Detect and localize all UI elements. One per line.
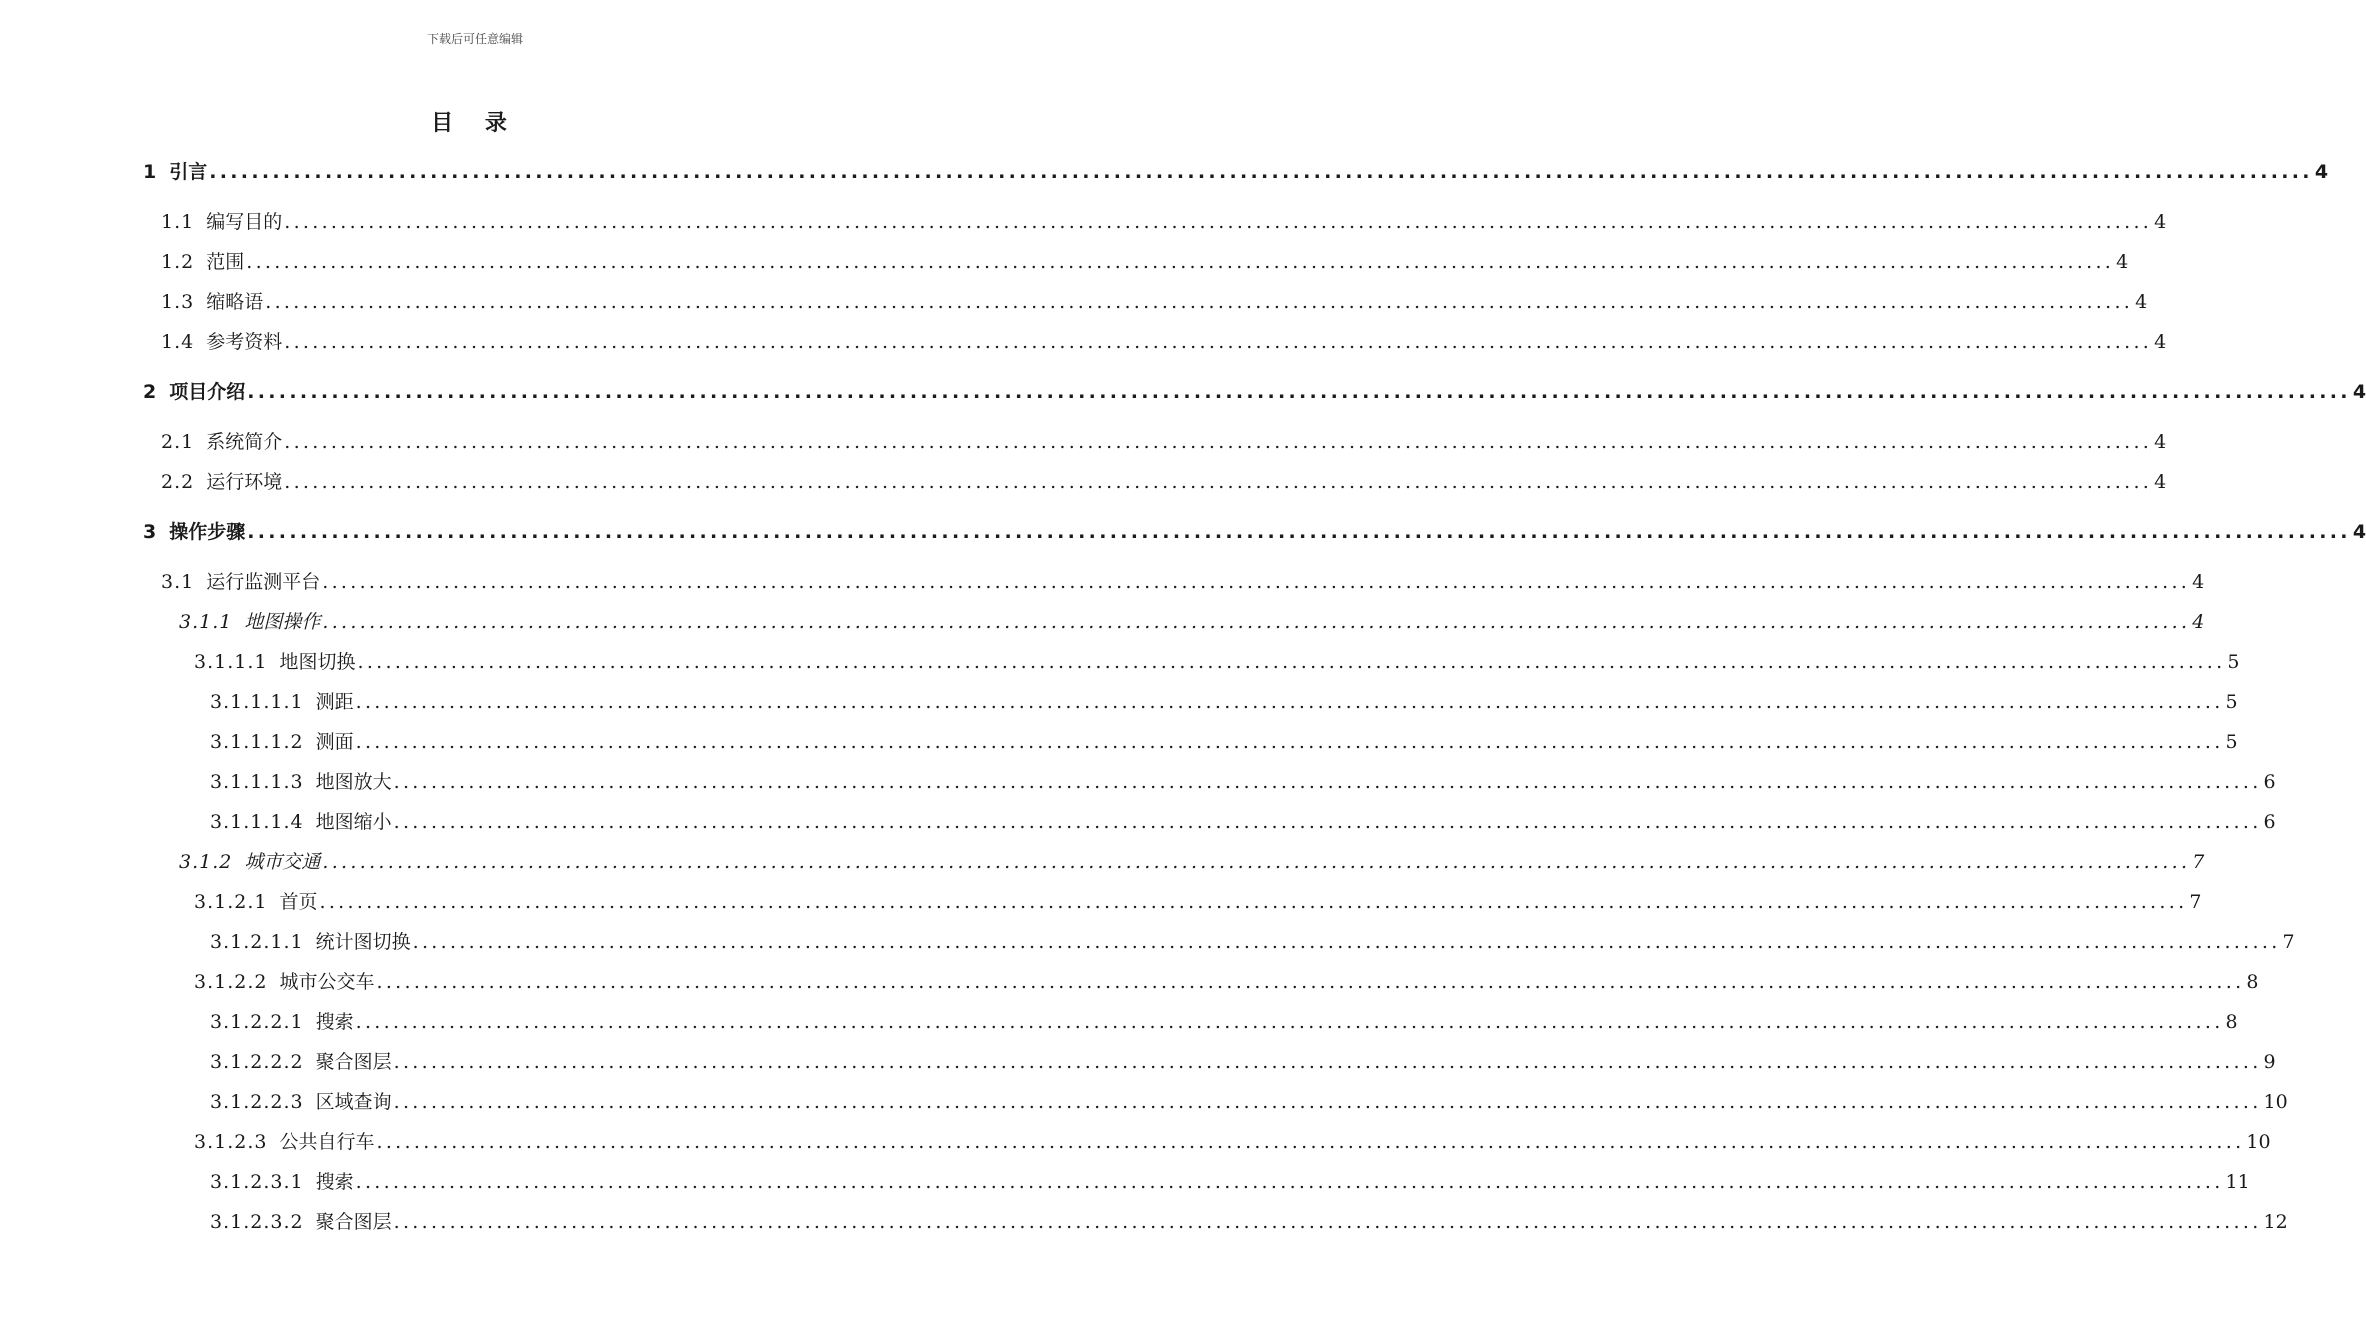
toc-entry-page: 10 — [2246, 1131, 2271, 1153]
toc-dot-leader: ........................................................................................................................................................................................................ — [376, 971, 2245, 993]
toc-entry[interactable] — [143, 157, 2329, 187]
toc-entry-title: 范围 — [206, 251, 245, 273]
toc-entry-number: 3.1.1.1.2 — [210, 731, 304, 753]
toc-entry-title: 区域查询 — [315, 1091, 392, 1113]
toc-entry-number: 1.2 — [161, 251, 195, 273]
toc-dot-leader: ........................................................................................................................................................................................................ — [284, 471, 2153, 493]
toc-entry-number: 3 — [143, 521, 158, 543]
toc-entry-number: 3.1.2.3.1 — [210, 1171, 304, 1193]
toc-dot-leader: ........................................................................................................................................................................................................ — [355, 1171, 2224, 1193]
toc-entry-title: 操作步骤 — [169, 521, 246, 543]
toc-entry[interactable] — [161, 247, 2129, 277]
toc-entry-title: 聚合图层 — [315, 1051, 392, 1073]
toc-entry-title: 参考资料 — [206, 331, 283, 353]
toc-entry-page: 7 — [2282, 931, 2295, 953]
toc-entry[interactable] — [210, 1047, 2276, 1077]
toc-dot-leader: ........................................................................................................................................................................................................ — [246, 251, 2115, 273]
toc-entry-title: 地图操作 — [244, 611, 321, 633]
toc-entry-number: 2.2 — [161, 471, 195, 493]
toc-entry[interactable] — [194, 967, 2259, 997]
toc-entry[interactable] — [179, 847, 2205, 877]
toc-dot-leader: ........................................................................................................................................................................................................ — [357, 651, 2226, 673]
toc-entry-page: 6 — [2263, 771, 2276, 793]
toc-entry[interactable] — [143, 377, 2366, 407]
toc-entry[interactable] — [194, 647, 2240, 677]
toc-entry[interactable] — [143, 517, 2366, 547]
toc-entry[interactable] — [194, 1127, 2271, 1157]
toc-dot-leader: ........................................................................................................................................................................................................ — [412, 931, 2281, 953]
toc-entry-number: 3.1.1 — [179, 611, 233, 633]
toc-entry-number: 2 — [143, 381, 158, 403]
toc-entry[interactable] — [161, 567, 2205, 597]
toc-entry[interactable] — [210, 1007, 2238, 1037]
toc-entry-page: 7 — [2189, 891, 2202, 913]
toc-entry-title: 统计图切换 — [315, 931, 411, 953]
toc-dot-leader: ........................................................................................................................................................................................................ — [284, 431, 2153, 453]
toc-entry-page: 5 — [2225, 691, 2238, 713]
toc-entry-number: 3.1.2.1 — [194, 891, 268, 913]
toc-entry-number: 3.1.2.1.1 — [210, 931, 304, 953]
toc-dot-leader: ........................................................................................................................................................................................................ — [376, 1131, 2245, 1153]
toc-entry[interactable] — [210, 1167, 2250, 1197]
toc-entry[interactable] — [210, 927, 2295, 957]
toc-entry-page: 4 — [2192, 571, 2205, 593]
toc-entry-number: 3.1 — [161, 571, 195, 593]
toc-entry-title: 系统简介 — [206, 431, 283, 453]
toc-entry-title: 项目介绍 — [169, 381, 246, 403]
toc-dot-leader: ........................................................................................................................................................................................................ — [319, 891, 2188, 913]
toc-entry-title: 缩略语 — [206, 291, 264, 313]
toc-entry-title: 首页 — [279, 891, 318, 913]
toc-entry-page: 4 — [2314, 161, 2329, 183]
toc-entry-title: 测面 — [315, 731, 354, 753]
toc-entry-number: 1.3 — [161, 291, 195, 313]
toc-entry-page: 4 — [2352, 381, 2366, 403]
toc-title: 目 录 — [431, 111, 519, 136]
toc-dot-leader: ........................................................................................................................................................................................................ — [247, 521, 2351, 543]
toc-entry-title: 城市公交车 — [279, 971, 375, 993]
toc-entry-title: 地图放大 — [315, 771, 392, 793]
toc-dot-leader: ........................................................................................................................................................................................................ — [393, 1211, 2262, 1233]
toc-entry-page: 5 — [2227, 651, 2240, 673]
toc-entry[interactable] — [210, 1207, 2288, 1237]
toc-entry-number: 1.4 — [161, 331, 195, 353]
toc-entry-number: 3.1.2.3 — [194, 1131, 268, 1153]
toc-entry-page: 11 — [2225, 1171, 2250, 1193]
toc-entry-number: 3.1.1.1 — [194, 651, 268, 673]
toc-entry-number: 1 — [143, 161, 158, 183]
toc-entry-number: 3.1.2.2 — [194, 971, 268, 993]
toc-entry-page: 8 — [2225, 1011, 2238, 1033]
toc-entry-page: 4 — [2135, 291, 2148, 313]
toc-entry-title: 运行监测平台 — [206, 571, 321, 593]
toc-entry-page: 12 — [2263, 1211, 2288, 1233]
toc-dot-leader: ........................................................................................................................................................................................................ — [322, 571, 2191, 593]
toc-entry-title: 搜索 — [315, 1011, 354, 1033]
toc-entry-page: 4 — [2154, 431, 2167, 453]
toc-entry-page: 4 — [2154, 331, 2167, 353]
toc-entry-number: 1.1 — [161, 211, 195, 233]
toc-entry-number: 3.1.1.1.3 — [210, 771, 304, 793]
toc-dot-leader: ........................................................................................................................................................................................................ — [393, 811, 2262, 833]
toc-dot-leader: ........................................................................................................................................................................................................ — [355, 1011, 2224, 1033]
toc-entry[interactable] — [210, 727, 2238, 757]
toc-entry-title: 运行环境 — [206, 471, 283, 493]
toc-entry[interactable] — [194, 887, 2202, 917]
toc-entry-page: 4 — [2192, 611, 2205, 633]
toc-entry[interactable] — [161, 467, 2167, 497]
toc-entry-page: 4 — [2154, 471, 2167, 493]
toc-entry-page: 4 — [2352, 521, 2366, 543]
toc-dot-leader: ........................................................................................................................................................................................................ — [265, 291, 2134, 313]
toc-entry-title: 搜索 — [315, 1171, 354, 1193]
toc-dot-leader: ........................................................................................................................................................................................................ — [322, 851, 2191, 873]
toc-entry[interactable] — [179, 607, 2205, 637]
toc-dot-leader: ........................................................................................................................................................................................................ — [393, 1091, 2262, 1113]
toc-entry-title: 城市交通 — [244, 851, 321, 873]
toc-dot-leader: ........................................................................................................................................................................................................ — [393, 771, 2262, 793]
toc-entry-page: 5 — [2225, 731, 2238, 753]
toc-entry[interactable] — [210, 767, 2276, 797]
header-note: 下载后可任意编辑 — [426, 32, 523, 46]
toc-dot-leader: ........................................................................................................................................................................................................ — [355, 731, 2224, 753]
toc-dot-leader: ........................................................................................................................................................................................................ — [393, 1051, 2262, 1073]
toc-entry-number: 3.1.2.2.1 — [210, 1011, 304, 1033]
toc-entry[interactable] — [210, 807, 2276, 837]
toc-entry[interactable] — [161, 287, 2148, 317]
toc-entry-page: 6 — [2263, 811, 2276, 833]
toc-entry-title: 聚合图层 — [315, 1211, 392, 1233]
toc-entry[interactable] — [161, 327, 2167, 357]
toc-entry-number: 2.1 — [161, 431, 195, 453]
toc-entry-number: 3.1.1.1.1 — [210, 691, 304, 713]
toc-entry-page: 8 — [2246, 971, 2259, 993]
toc-entry-title: 公共自行车 — [279, 1131, 375, 1153]
toc-dot-leader: ........................................................................................................................................................................................................ — [355, 691, 2224, 713]
toc-entry-page: 10 — [2263, 1091, 2288, 1113]
toc-entry-title: 地图切换 — [279, 651, 356, 673]
toc-entry-title: 编写目的 — [206, 211, 283, 233]
toc-dot-leader: ........................................................................................................................................................................................................ — [209, 161, 2313, 183]
toc-entry-number: 3.1.2.2.3 — [210, 1091, 304, 1113]
toc-entry[interactable] — [161, 427, 2167, 457]
toc-entry[interactable] — [161, 207, 2167, 237]
toc-entry-page: 4 — [2154, 211, 2167, 233]
toc-entry-number: 3.1.2.3.2 — [210, 1211, 304, 1233]
toc-entry[interactable] — [210, 1087, 2288, 1117]
toc-entry-page: 4 — [2116, 251, 2129, 273]
toc-entry-title: 引言 — [169, 161, 208, 183]
toc-entry-title: 地图缩小 — [315, 811, 392, 833]
toc-entry-page: 9 — [2263, 1051, 2276, 1073]
toc-dot-leader: ........................................................................................................................................................................................................ — [247, 381, 2351, 403]
toc-dot-leader: ........................................................................................................................................................................................................ — [284, 211, 2153, 233]
toc-entry-page: 7 — [2192, 851, 2205, 873]
toc-entry-title: 测距 — [315, 691, 354, 713]
toc-entry-number: 3.1.1.1.4 — [210, 811, 304, 833]
toc-entry-number: 3.1.2 — [179, 851, 233, 873]
toc-entry-number: 3.1.2.2.2 — [210, 1051, 304, 1073]
toc-dot-leader: ........................................................................................................................................................................................................ — [322, 611, 2191, 633]
toc-dot-leader: ........................................................................................................................................................................................................ — [284, 331, 2153, 353]
toc-entry[interactable] — [210, 687, 2238, 717]
